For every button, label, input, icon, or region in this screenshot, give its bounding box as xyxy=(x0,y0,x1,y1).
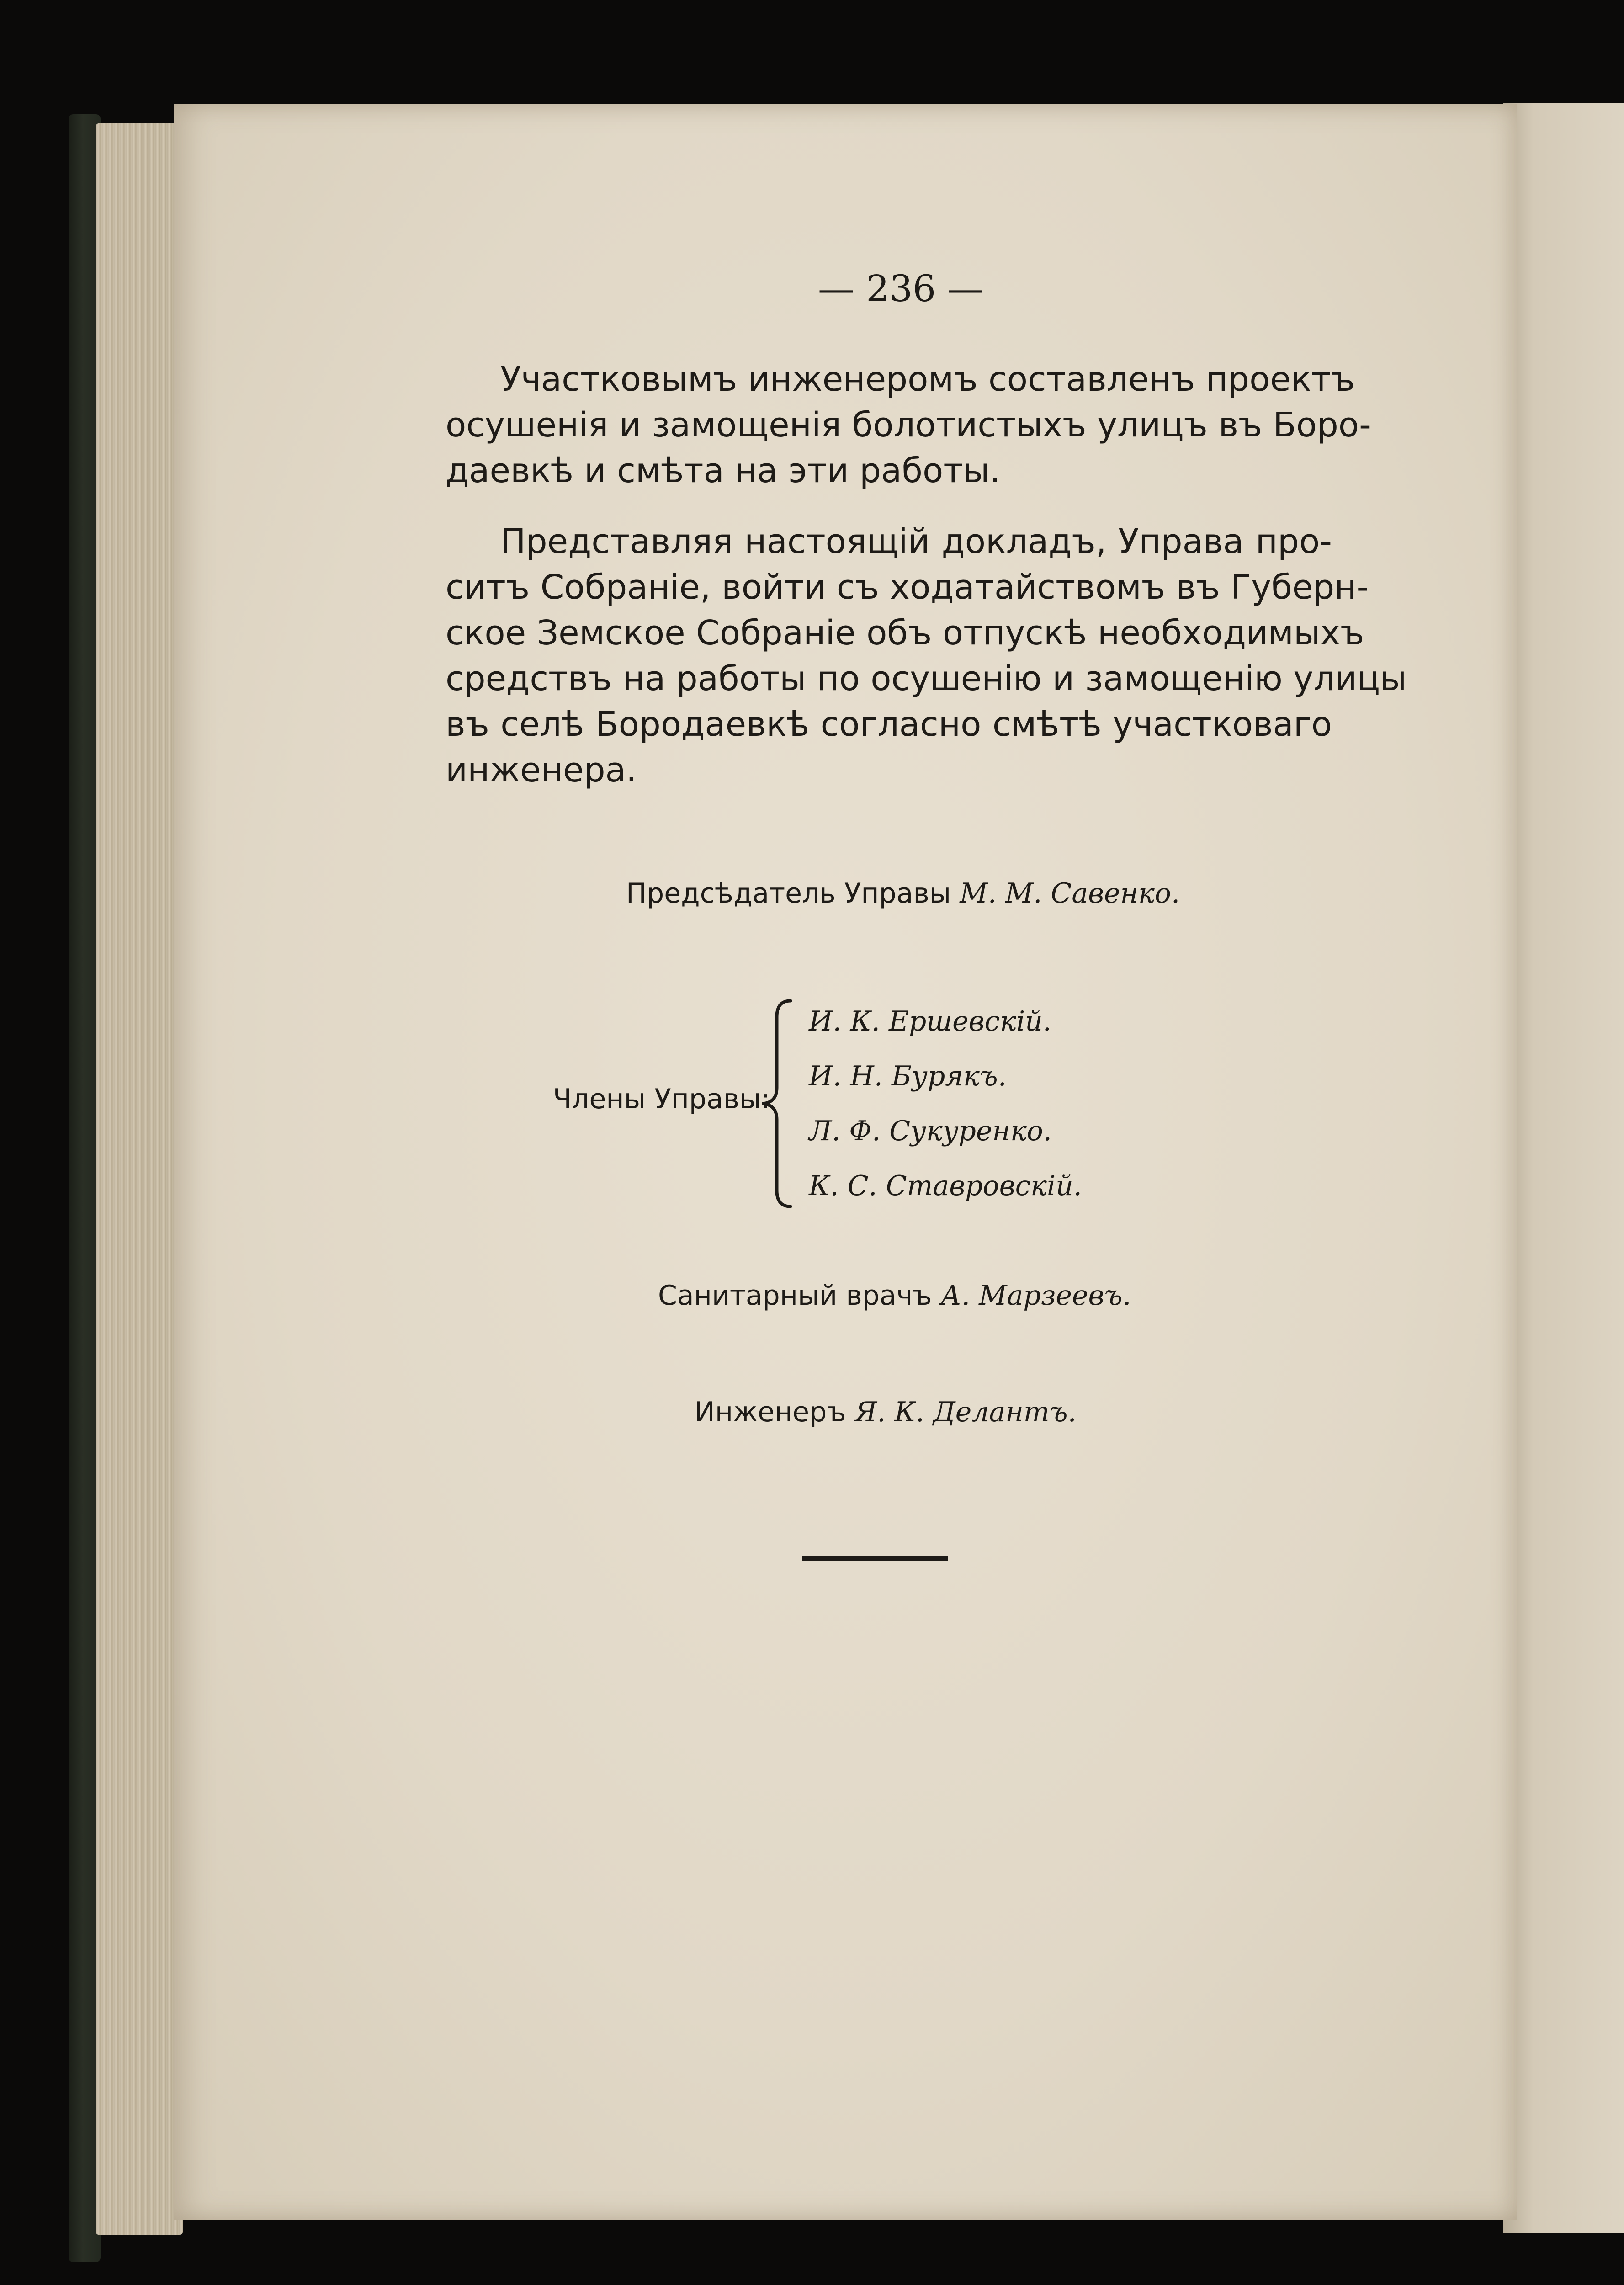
page-block-edges xyxy=(96,123,183,2235)
paragraph-line: Представляя настоящій докладъ, Управа про- xyxy=(500,522,1332,561)
engineer-name: Я. К. Делантъ. xyxy=(854,1396,1077,1428)
doctor-title: Санитарный врачъ xyxy=(658,1280,932,1312)
page-number: — 236 — xyxy=(818,267,984,310)
member-name: Л. Ф. Сукуренко. xyxy=(809,1115,1052,1147)
engineer-signature xyxy=(695,1396,1077,1428)
end-rule xyxy=(802,1556,948,1561)
paragraph-line: средствъ на работы по осушенію и замощенію улицы xyxy=(446,659,1407,698)
paragraph-line: Участковымъ инженеромъ составленъ проектъ xyxy=(500,360,1355,399)
member-name: И. К. Ершевскій. xyxy=(809,1005,1051,1037)
paragraph-line: инженера. xyxy=(446,750,637,790)
engineer-title: Инженеръ xyxy=(695,1396,846,1428)
facing-page-edge xyxy=(1503,103,1624,2233)
paragraph-line: ское Земское Собраніе объ отпускѣ необходимыхъ xyxy=(446,613,1364,653)
paragraph-line: даевкѣ и смѣта на эти работы. xyxy=(446,451,1001,490)
paragraph-2 xyxy=(446,519,1407,793)
members-label: Члены Управы: xyxy=(553,1083,770,1115)
chairman-name: М. М. Савенко. xyxy=(960,877,1180,909)
chairman-signature xyxy=(626,877,1180,909)
paragraph-line: въ селѣ Бородаевкѣ согласно смѣтѣ участковаго xyxy=(446,705,1332,744)
member-name: И. Н. Бурякъ. xyxy=(809,1060,1007,1092)
chairman-title: Предсѣдатель Управы xyxy=(626,877,951,909)
member-name: К. С. Ставровскій. xyxy=(809,1170,1082,1202)
paragraph-line: осушенія и замощенія болотистыхъ улицъ въ Боро- xyxy=(446,405,1371,445)
doctor-name: А. Марзеевъ. xyxy=(940,1280,1131,1312)
paragraph-1 xyxy=(446,356,1371,494)
paragraph-line: ситъ Собраніе, войти съ ходатайствомъ въ Губерн- xyxy=(446,568,1369,607)
members-brace xyxy=(759,999,795,1209)
doctor-signature xyxy=(658,1280,1131,1312)
